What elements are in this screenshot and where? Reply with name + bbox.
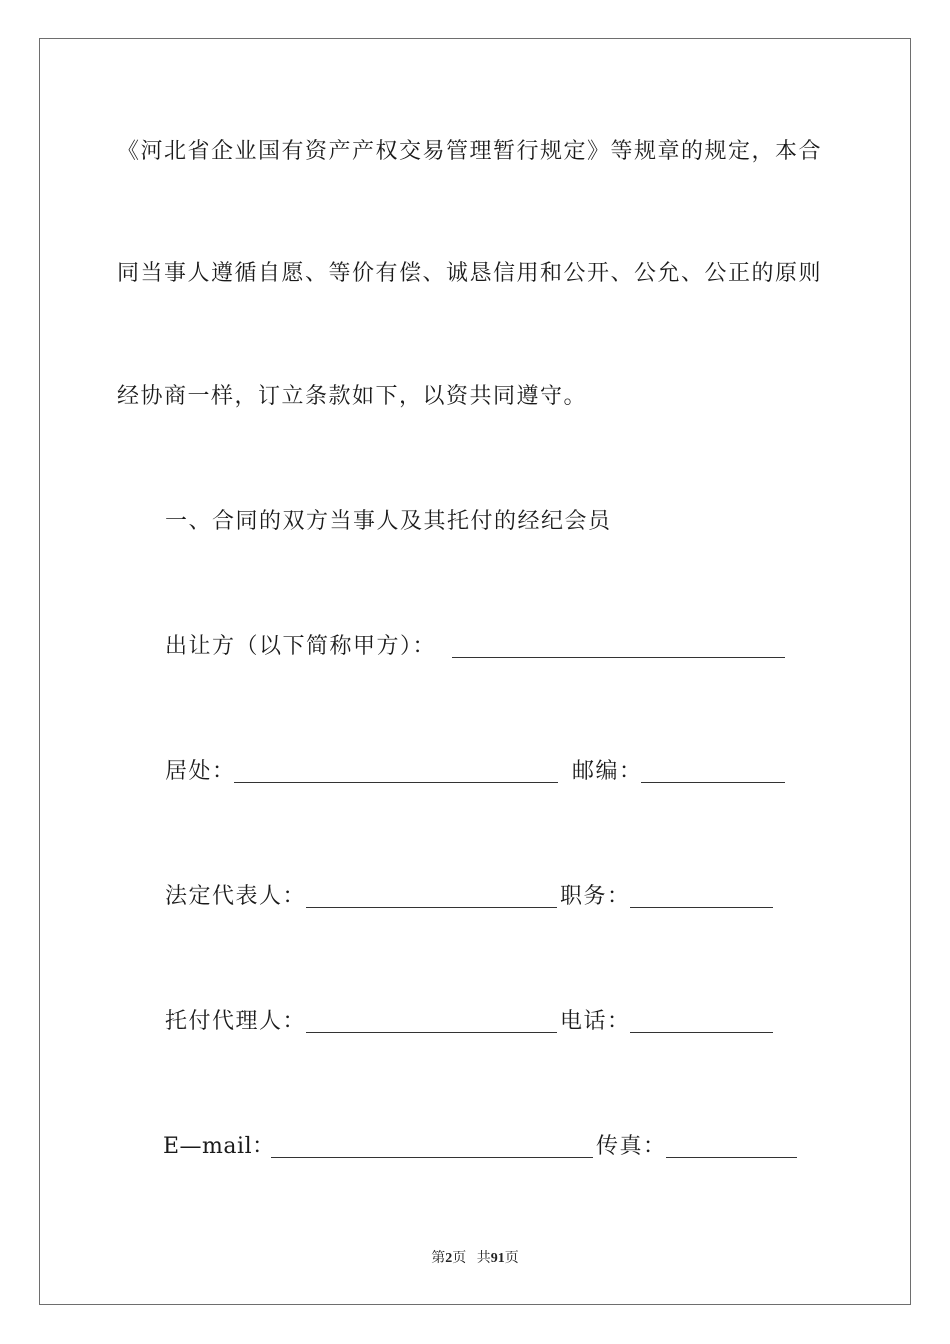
agent-label: 托付代理人：	[165, 1009, 307, 1034]
page-number: 2	[445, 1251, 453, 1266]
total-pages: 91	[490, 1251, 505, 1266]
address-label: 居处：	[165, 759, 236, 784]
phone-label: 电话：	[560, 1009, 631, 1034]
paragraph-line-1: 《河北省企业国有资产产权交易管理暂行规定》等规章的规定，本合	[117, 139, 823, 164]
legal-rep-label: 法定代表人：	[165, 884, 307, 909]
email-label: E—mail：	[163, 1134, 275, 1159]
fax-blank[interactable]	[666, 1157, 797, 1158]
address-blank[interactable]	[234, 782, 558, 783]
agent-blank[interactable]	[306, 1032, 557, 1033]
position-label: 职务：	[560, 884, 631, 909]
page-footer	[0, 1247, 950, 1267]
fax-label: 传真：	[596, 1134, 667, 1159]
page-prefix: 第	[431, 1251, 446, 1266]
paragraph-line-3: 经协商一样，订立条款如下，以资共同遵守。	[117, 384, 588, 409]
total-suffix: 页	[504, 1251, 519, 1266]
transferor-label: 出让方（以下简称甲方）：	[165, 634, 437, 659]
position-blank[interactable]	[630, 907, 773, 908]
section-heading: 一、合同的双方当事人及其托付的经纪会员	[165, 509, 612, 534]
total-prefix: 共	[476, 1251, 491, 1266]
postcode-blank[interactable]	[641, 782, 785, 783]
paragraph-line-2: 同当事人遵循自愿、等价有偿、诚恳信用和公开、公允、公正的原则	[117, 261, 823, 286]
transferor-blank[interactable]	[452, 657, 785, 658]
legal-rep-blank[interactable]	[306, 907, 557, 908]
postcode-label: 邮编：	[572, 759, 643, 784]
email-blank[interactable]	[271, 1157, 593, 1158]
page-border	[39, 38, 911, 1305]
phone-blank[interactable]	[630, 1032, 773, 1033]
page-suffix: 页	[452, 1251, 467, 1266]
